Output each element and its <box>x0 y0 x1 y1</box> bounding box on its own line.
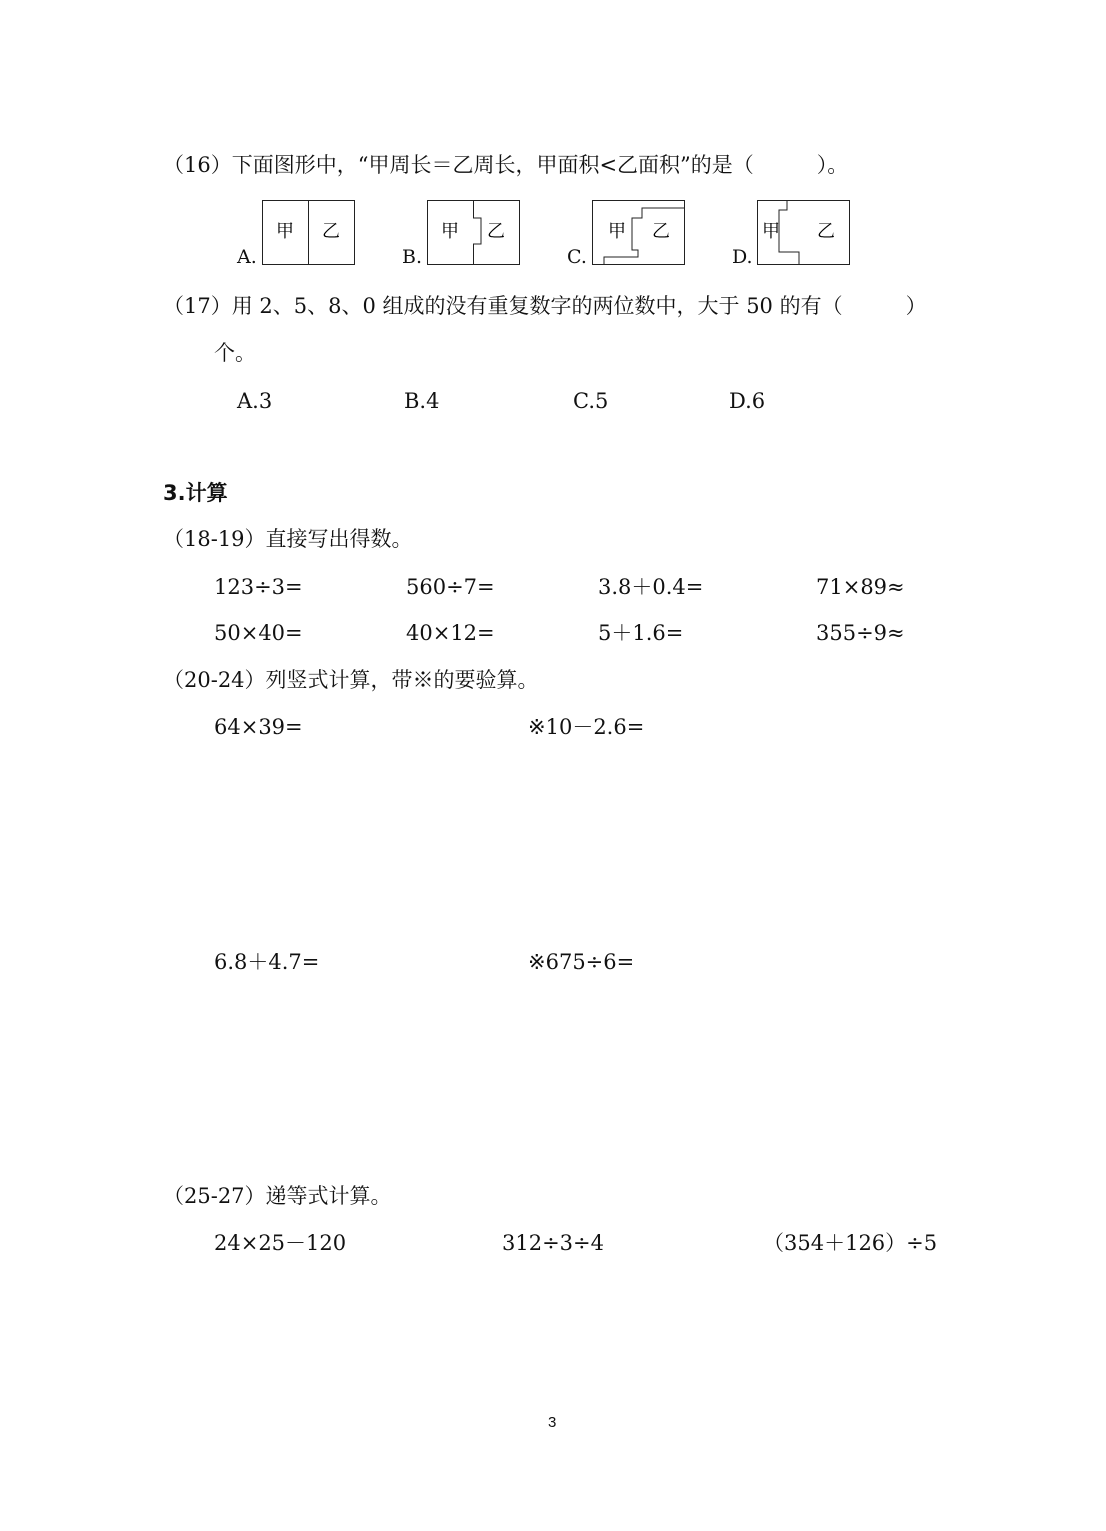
q20-24-stem: （20-24）列竖式计算，带※的要验算。 <box>163 668 539 692</box>
q16-c-jia: 甲 <box>608 221 626 242</box>
section-heading: 3.计算 <box>163 481 228 505</box>
q17-stem-line2: 个。 <box>214 341 256 365</box>
q26-item: 312÷3÷4 <box>502 1231 604 1255</box>
q25-27-stem: （25-27）递等式计算。 <box>163 1184 392 1208</box>
q19-item-3: 5＋1.6= <box>598 621 684 645</box>
q27-item: （354＋126）÷5 <box>763 1231 938 1255</box>
q18-19-stem: （18-19）直接写出得数。 <box>163 527 413 551</box>
q16-d-yi: 乙 <box>817 221 835 242</box>
q25-item: 24×25－120 <box>214 1231 347 1255</box>
page-number: 3 <box>548 1414 557 1431</box>
q16-stem: （16）下面图形中，“甲周长＝乙周长，甲面积<乙面积”的是（ ）。 <box>163 153 849 177</box>
q16-option-c-label: C. <box>567 246 587 268</box>
q17-option-d: D.6 <box>729 389 766 413</box>
q16-figure-a <box>262 200 355 265</box>
q18-item-3: 3.8＋0.4= <box>598 575 704 599</box>
q19-item-2: 40×12= <box>406 621 495 645</box>
q20-item: 64×39= <box>214 715 303 739</box>
q17-option-a: A.3 <box>237 389 273 413</box>
q16-d-jia: 甲 <box>762 221 780 242</box>
q16-option-d-label: D. <box>732 246 753 268</box>
q16-option-b-label: B. <box>402 246 423 268</box>
q17-stem-line1: （17）用 2、5、8、0 组成的没有重复数字的两位数中，大于 50 的有（ ） <box>163 294 927 318</box>
q18-item-2: 560÷7= <box>406 575 495 599</box>
q16-b-yi: 乙 <box>487 221 505 242</box>
q16-option-a-label: A. <box>237 246 257 268</box>
q18-item-4: 71×89≈ <box>816 575 905 599</box>
q22-item: 6.8＋4.7= <box>214 950 320 974</box>
q18-item-1: 123÷3= <box>214 575 303 599</box>
q16-c-yi: 乙 <box>652 221 670 242</box>
q19-item-1: 50×40= <box>214 621 303 645</box>
q17-option-c: C.5 <box>573 389 609 413</box>
q23-item: ※675÷6= <box>528 950 635 974</box>
q21-item: ※10－2.6= <box>528 715 645 739</box>
q16-figure-c <box>592 200 685 265</box>
q16-figure-b <box>427 200 520 265</box>
q16-b-jia: 甲 <box>441 221 459 242</box>
q19-item-4: 355÷9≈ <box>816 621 905 645</box>
q16-a-jia: 甲 <box>276 221 294 242</box>
q16-figure-d <box>757 200 850 265</box>
q17-option-b: B.4 <box>404 389 440 413</box>
q16-a-yi: 乙 <box>322 221 340 242</box>
